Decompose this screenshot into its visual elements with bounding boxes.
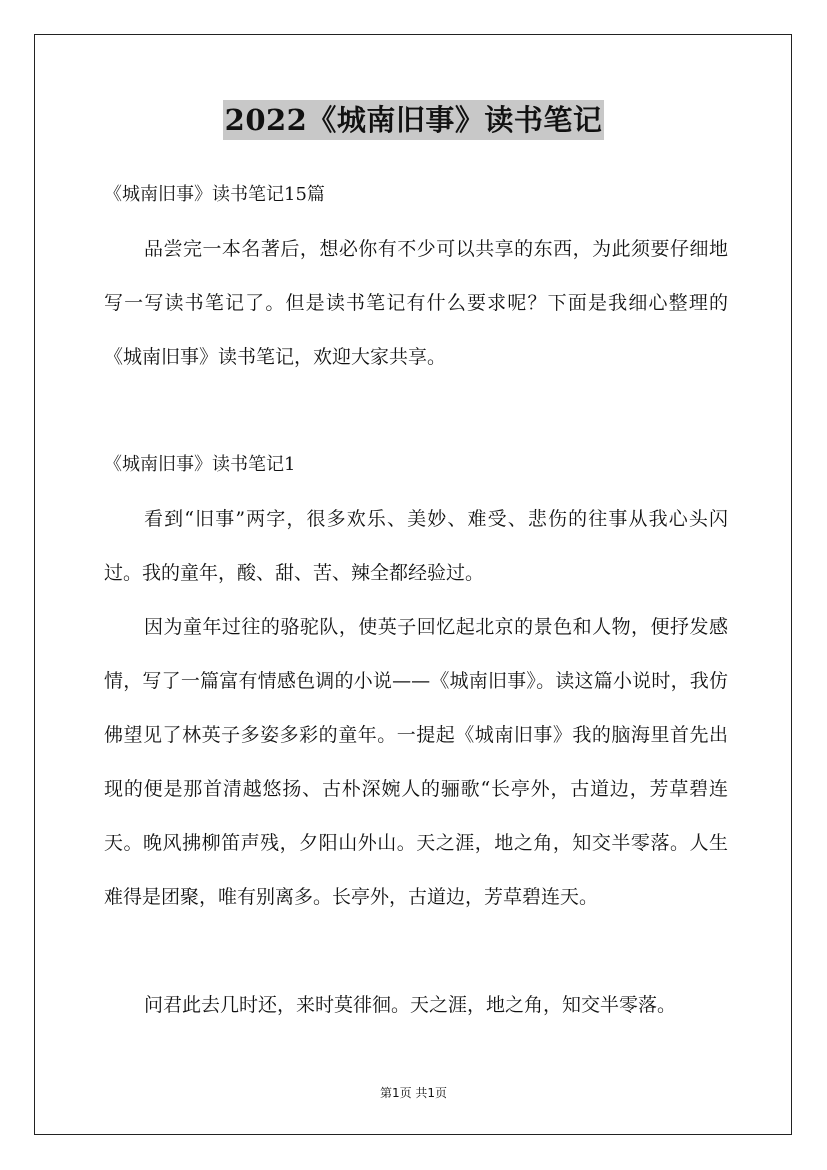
document-title: 2022《城南旧事》读书笔记 bbox=[223, 100, 605, 140]
body-paragraph-1: 看到“旧事”两字，很多欢乐、美妙、难受、悲伤的往事从我心头闪过。我的童年，酸、甜、苦、辣全都经验过。 bbox=[104, 508, 728, 584]
intro-paragraph: 品尝完一本名著后，想必你有不少可以共享的东西，为此须要仔细地写一写读书笔记了。但是读书笔记有什么要求呢？下面是我细心整理的《城南旧事》读书笔记，欢迎大家共享。 bbox=[104, 238, 728, 368]
title-container bbox=[0, 100, 827, 140]
body-paragraph-2: 因为童年过往的骆驼队，使英子回忆起北京的景色和人物，便抒发感情，写了一篇富有情感色调的小说——《城南旧事》。读这篇小说时，我仿佛望见了林英子多姿多彩的童年。一提起《城南旧事》我的脑海里首先出现的便是那首清越悠扬、古朴深婉人的骊歌“长亭外，古道边，芳草碧连天。晚风拂柳笛声残，夕阳山外山。天之涯，地之角，知交半零落。人生难得是团聚，唯有别离多。长亭外，古道边，芳草碧连天。 bbox=[104, 616, 728, 908]
body-paragraph-3: 问君此去几时还，来时莫徘徊。天之涯，地之角，知交半零落。 bbox=[144, 994, 677, 1016]
page-number-footer: 第1页 共1页 bbox=[379, 1086, 448, 1100]
document-subtitle: 《城南旧事》读书笔记15篇 bbox=[104, 184, 325, 205]
section-heading: 《城南旧事》读书笔记1 bbox=[104, 454, 296, 475]
